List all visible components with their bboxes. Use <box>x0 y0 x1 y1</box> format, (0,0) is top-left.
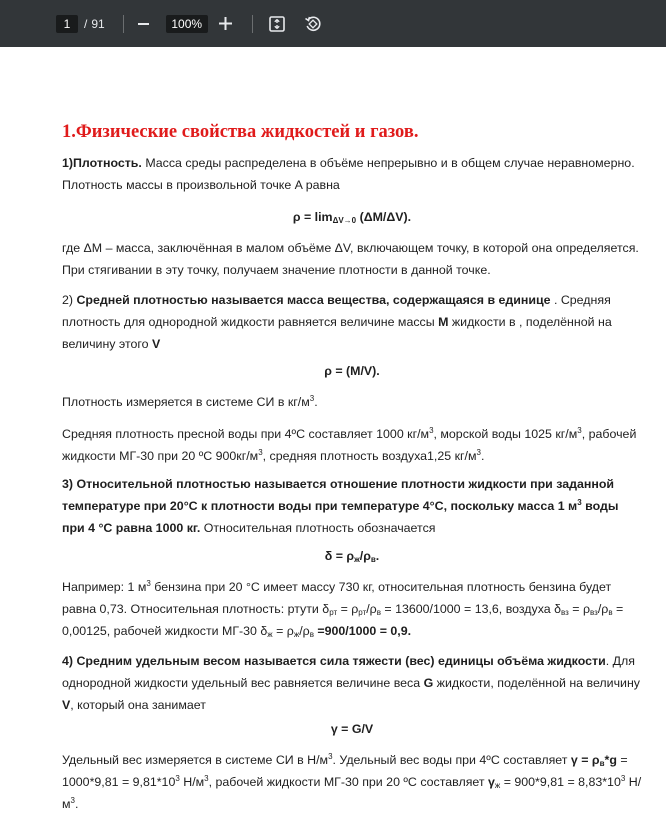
paragraph-mean-density: 2) Средней плотностью называется масса вещества, содержащаяся в единице . Средняя плотность для однородной жидкости равняется величине массы M жидкости в , поделённой на величину этого V <box>62 293 612 351</box>
fit-page-icon <box>268 15 286 33</box>
page-total: 91 <box>91 16 105 31</box>
paragraph-density: 1)Плотность. Масса среды распределена в объёме непрерывно и в общем случае неравномерно. Плотность массы в произвольной точке A равна <box>62 156 635 192</box>
section-title: 1.Физические свойства жидкостей и газов. <box>62 122 419 142</box>
fit-page-button[interactable] <box>265 12 289 36</box>
rotate-button[interactable] <box>301 12 325 36</box>
formula-relative-density: $\delta = \rho_ж/\rho_в$. <box>324 549 380 564</box>
formula-density: $\rho = \lim_{\Delta V\to 0} (\Delta M/\Delta V)$. <box>292 210 412 225</box>
paragraph-weight-units: Удельный вес измеряется в системе СИ в $Н/м^3$. Удельный вес воды при 4ºС составляет $\gamma = \rho_в*g = 1000*9,81 = 9,81*10^3$ $Н/м^3$, рабочей жидкости МГ-30 при 20 ºС составляет $\gamma_ж = 900*9,81 = 8,83*10^3$ $Н/м^3$. <box>62 752 642 811</box>
formula-mean-density: ρ = (M/V). <box>324 364 380 378</box>
page-separator: / <box>84 16 88 31</box>
rotate-icon <box>304 15 322 33</box>
pdf-toolbar <box>0 0 666 47</box>
zoom-input[interactable]: 100% <box>166 15 208 33</box>
zoom-out-button[interactable] <box>132 12 156 36</box>
minus-icon <box>138 23 149 25</box>
paragraph-relative-density: 3) Относительной плотностью называется отношение плотности жидкости при заданной температуре при 20°C к плотности воды при температуре 4°C, поскольку масса 1 $м^3$ воды при 4 °C равна 1000 кг. Относительная плотность обозначается <box>62 477 619 535</box>
paragraph-density-values: Средняя плотность пресной воды при 4ºС составляет 1000 $кг/м^3$, морской воды 1025 $кг/м^3$, рабочей жидкости МГ-30 при 20 ºС $900кг/м^3$, средняя плотность воздуха1,25 $кг/м^3$. <box>62 426 637 463</box>
zoom-in-button[interactable] <box>214 12 238 36</box>
paragraph-density-units: Плотность измеряется в системе СИ в $кг/м^3$. <box>62 394 318 409</box>
formula-specific-weight: γ = G/V <box>330 722 374 736</box>
paragraph-example: Например: 1 $м^3$ бензина при 20 °С имеет массу 730 кг, относительная плотность бензина будет равна 0,73. Относительная плотность: ртути $\delta_{рт} = \rho_{рт}/\rho_в = 13600/1000 = 13,6$, воздуха $\delta_{вз} = \rho_{вз}/\rho_в = 0,00125$, рабочей жидкости МГ-30 $\delta_ж = \rho_ж/\rho_в =900/1000 = 0,9$. <box>62 579 624 639</box>
toolbar-divider <box>123 15 124 33</box>
toolbar-divider <box>252 15 253 33</box>
paragraph-mass-definition: где ΔM – масса, заключённая в малом объёме ΔV, включающем точку, в которой она определяется. При стягивании в эту точку, получаем значение плотности в данной точке. <box>62 241 639 277</box>
plus-icon <box>219 17 232 30</box>
paragraph-specific-weight: 4) Средним удельным весом называется сила тяжести (вес) единицы объёма жидкости. Для однородной жидкости удельный вес равняется величине веса G жидкости, поделённой на величину V, который она занимает <box>62 654 640 712</box>
page-number-input[interactable]: 1 <box>56 15 78 33</box>
